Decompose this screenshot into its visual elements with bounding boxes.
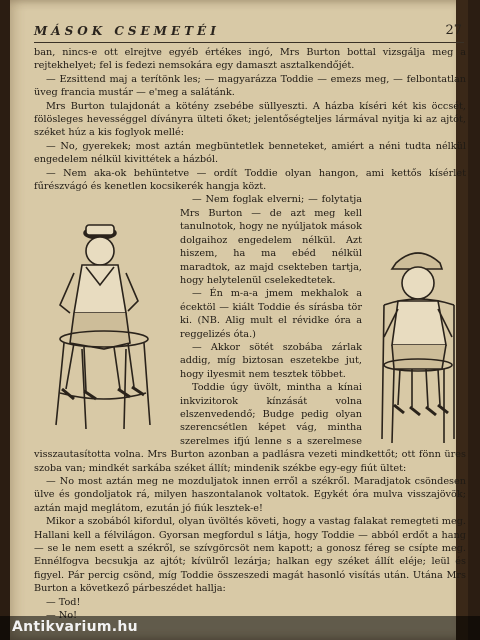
book-page xyxy=(10,0,468,640)
boy-in-cap-illustration xyxy=(368,233,466,447)
paragraph: — Ezsittend maj a terítönk les; — magyarázza Toddie — emezs meg, — felbontatlan üveg francia mustár — e'meg a salátánk. xyxy=(34,73,466,99)
watermark-logo: Antikvarium.hu xyxy=(12,619,138,635)
page-number: 27 xyxy=(445,23,462,38)
page-header xyxy=(34,22,464,43)
paragraph: Mrs Burton tulajdonát a kötény zsebébe süllyeszti. A házba kíséri két kis öccsét, fölösleges hevességgel díványra ülteti őket; jelentőségteljes lármával nyitja ki az ajtót, széket húz a kis foglyok mellé: xyxy=(34,100,466,139)
running-head: MÁSOK CSEMETÉI xyxy=(34,24,220,38)
illustration-left xyxy=(34,193,174,435)
paragraph: Mikor a szobából kifordul, olyan üvöltés követi, hogy a vastag falakat remegteti meg. Hallani kell a félvilágon. Gyorsan megfordul s látja, hogy Toddie — abból erdőt a hang — se le nem esett a székről, se szívgörcsöt nem kapott; a gonosz féreg se csípte meg. Ennélfogva becsukja az ajtót; kívülről lezárja; halkan egy széket állít eléje; leül és figyel. Pár percig csönd, míg Toddie összeszedi magát hasonló visítás után. Utána Mrs Burton a következő párbeszédet hallja: xyxy=(34,516,466,595)
paragraph: — No most aztán meg ne mozduljatok innen erről a székről. Maradjatok csöndesen ülve és gondoljatok rá, milyen haszontalanok voltatok. Egykét óra mulva visszajövök; aztán majd meglátom, ezután jó fiúk lesztek-e! xyxy=(34,476,466,514)
paragraph: — Én m-a-a jmem mekhalok a écektöl — kiált Toddie és sírásba tör ki. (NB. Alig mult el révidke óra a reggelizés óta.) xyxy=(180,288,362,340)
paragraph: — Nem foglak elverni; — folytatja Mrs Burton — de azt meg kell tanulnotok, hogy ne nyúljatok mások dolgaihoz engedelem nélkül. Azt hiszem, ha ma ebéd nélkül maradtok, az majd csekteben tartja, hogy helytelenül cselekedtetek. xyxy=(180,194,362,286)
illustration-right xyxy=(368,233,466,447)
dialogue-line: — Tod! xyxy=(46,596,81,608)
sailor-boy-illustration xyxy=(34,193,174,435)
paragraph: Toddie úgy üvölt, mintha a kínai inkvizitorok kínzását volna elszenvedendő; Budge pedig olyan szerencsétlen képet vág, mintha szerelmes ifjú lenne s a szerelmese visszautasította volna. Mrs Burton azonban a padlásra vezeti mindkettőt; ott fönn üres szoba van; mindkét sarkába széket állít; mindenik székbe egy-egy fiút ültet: xyxy=(34,382,466,474)
watermark-bar xyxy=(0,616,480,640)
paragraph: — Nem aka-ok behüntetve — ordít Toddie olyan hangon, ami kettős kísérlet fűrészvágó és kenetlen kocsikerék hangja közt. xyxy=(34,167,466,193)
paragraph: ban, nincs-e ott elrejtve egyéb értékes ingó, Mrs Burton bottal vizsgálja meg a rejtekhelyet; fel is fedezi nemsokára egy damaszt asztalkendőjét. xyxy=(34,47,466,72)
paragraph: — Akkor sötét szobába zárlak addig, míg biztosan eszetekbe jut, hogy ilyesmit nem tesztek többet. xyxy=(180,341,362,380)
paragraph: — No, gyerekek; most aztán megbüntetlek benneteket, amiért a néni tudta nélkül engedelem nélkül kivittétek a házból. xyxy=(34,140,466,166)
body-text xyxy=(34,46,466,622)
